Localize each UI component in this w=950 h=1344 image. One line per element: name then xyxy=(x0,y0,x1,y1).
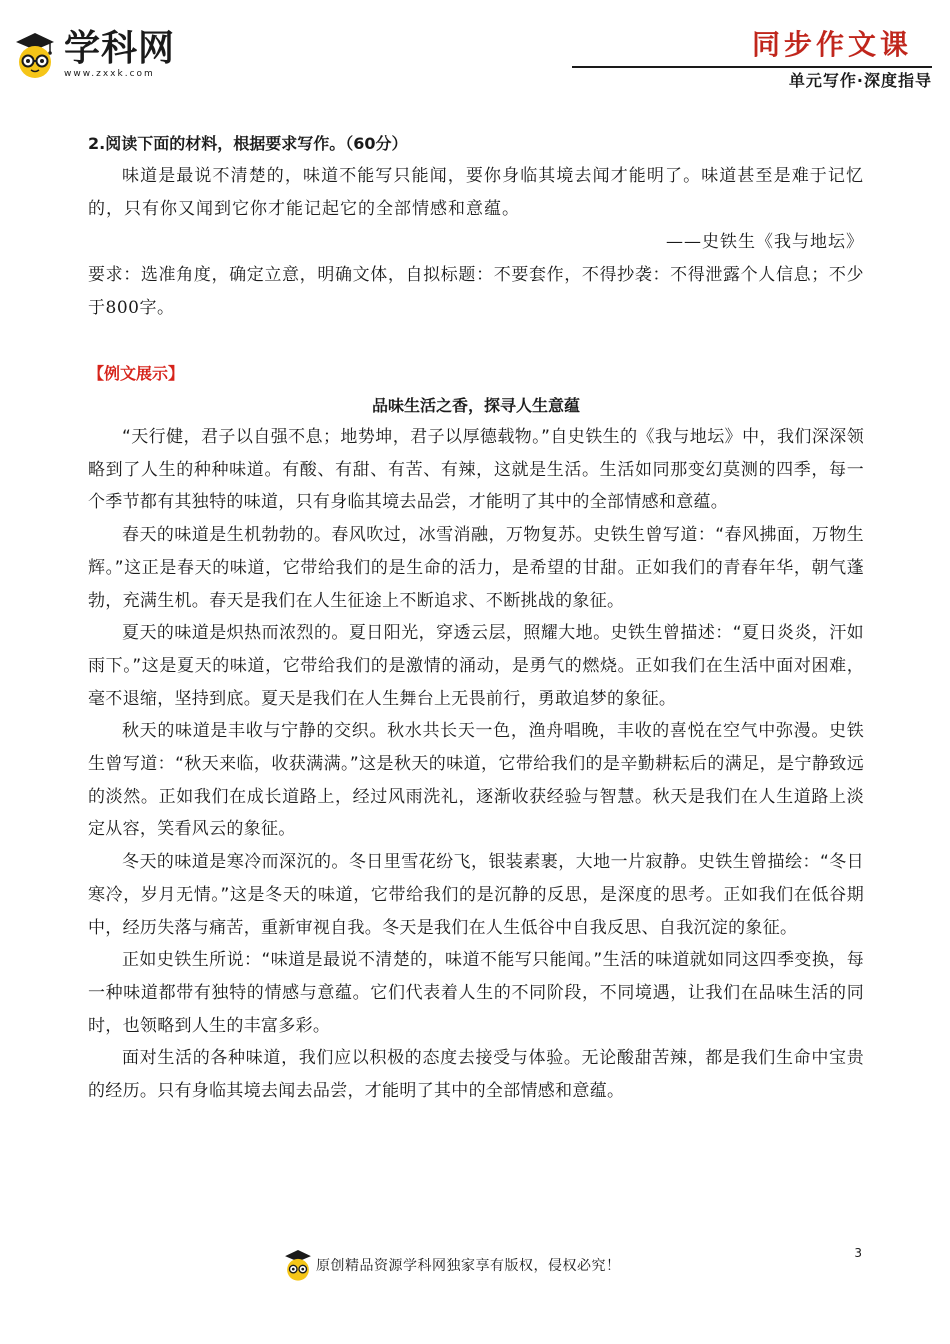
owl-mascot-icon xyxy=(282,1248,314,1282)
essay-paragraph-2: 春天的味道是生机勃勃的。春风吹过，冰雪消融，万物复苏。史铁生曾写道：“春风拂面，万物生辉。”这正是春天的味道，它带给我们的是生命的活力，是希望的甘甜。正如我们的青春年华，朝气蓬勃，充满生机。春天是我们在人生征途上不断追求、不断挑战的象征。 xyxy=(88,525,864,611)
brand-subtitle: 单元写作·深度指导 xyxy=(788,71,932,90)
logo-text: 学科网 xyxy=(64,28,176,69)
essay-paragraph-7: 面对生活的各种味道，我们应以积极的态度去接受与体验。无论酸甜苦辣，都是我们生命中宝贵的经历。只有身临其境去闻去品尝，才能明了其中的全部情感和意蕴。 xyxy=(88,1048,864,1102)
page-number: 3 xyxy=(854,1246,862,1260)
brand-title: 同步作文课 xyxy=(751,28,912,61)
essay-paragraph-1: “天行健，君子以自强不息；地势坤，君子以厚德载物。”自史铁生的《我与地坛》中，我们深深领略到了人生的种种味道。有酸、有甜、有苦、有辣，这就是生活。生活如同那变幻莫测的四季，每一个季节都有其独特的味道，只有身临其境去品尝，才能明了其中的全部情感和意蕴。 xyxy=(88,427,864,513)
site-logo[interactable] xyxy=(12,30,175,80)
question-material: 味道是最说不清楚的，味道不能写只能闻，要你身临其境去闻才能明了。味道甚至是难于记忆的，只有你又闻到它你才能记起它的全部情感和意蕴。 xyxy=(88,166,864,219)
question-requirement: 要求：选准角度，确定立意，明确文体，自拟标题：不要套作，不得抄袭：不得泄露个人信息；不少于800字。 xyxy=(88,265,864,318)
essay-paragraph-4: 秋天的味道是丰收与宁静的交织。秋水共长天一色，渔舟唱晚，丰收的喜悦在空气中弥漫。史铁生曾写道：“秋天来临，收获满满。”这是秋天的味道，它带给我们的是辛勤耕耘后的满足，是宁静致远的淡然。正如我们在成长道路上，经过风雨洗礼，逐渐收获经验与智慧。秋天是我们在人生道路上淡定从容，笑看风云的象征。 xyxy=(88,721,864,840)
essay-paragraph-3: 夏天的味道是炽热而浓烈的。夏日阳光，穿透云层，照耀大地。史铁生曾描述：“夏日炎炎，汗如雨下。”这是夏天的味道，它带给我们的是激情的涌动，是勇气的燃烧。正如我们在生活中面对困难，毫不退缩，坚持到底。夏天是我们在人生舞台上无畏前行，勇敢追梦的象征。 xyxy=(88,623,864,709)
owl-mascot-icon xyxy=(12,30,58,80)
page-header xyxy=(0,0,950,100)
main-content xyxy=(88,128,864,1108)
brand-block xyxy=(572,28,932,92)
essay-paragraph-5: 冬天的味道是寒冷而深沉的。冬日里雪花纷飞，银装素裹，大地一片寂静。史铁生曾描绘：“冬日寒冷，岁月无情。”这是冬天的味道，它带给我们的是沉静的反思，是深度的思考。正如我们在低谷期中，经历失落与痛苦，重新审视自我。冬天是我们在人生低谷中自我反思、自我沉淀的象征。 xyxy=(88,852,864,938)
material-source: ——史铁生《我与地坛》 xyxy=(666,232,864,252)
page-footer xyxy=(0,1248,950,1288)
essay-title: 品味生活之香，探寻人生意蕴 xyxy=(371,396,580,415)
question-title: 2.阅读下面的材料，根据要求写作。（60分） xyxy=(88,134,408,153)
logo-url[interactable]: www.zxxk.com xyxy=(64,69,155,79)
example-label: 【例文展示】 xyxy=(88,364,185,383)
copyright-notice: 原创精品资源学科网独家享有版权，侵权必究！ xyxy=(316,1258,621,1274)
header-divider xyxy=(572,66,932,68)
essay-paragraph-6: 正如史铁生所说：“味道是最说不清楚的，味道不能写只能闻。”生活的味道就如同这四季变换，每一种味道都带有独特的情感与意蕴。它们代表着人生的不同阶段，不同境遇，让我们在品味生活的同时，也领略到人生的丰富多彩。 xyxy=(88,950,864,1036)
